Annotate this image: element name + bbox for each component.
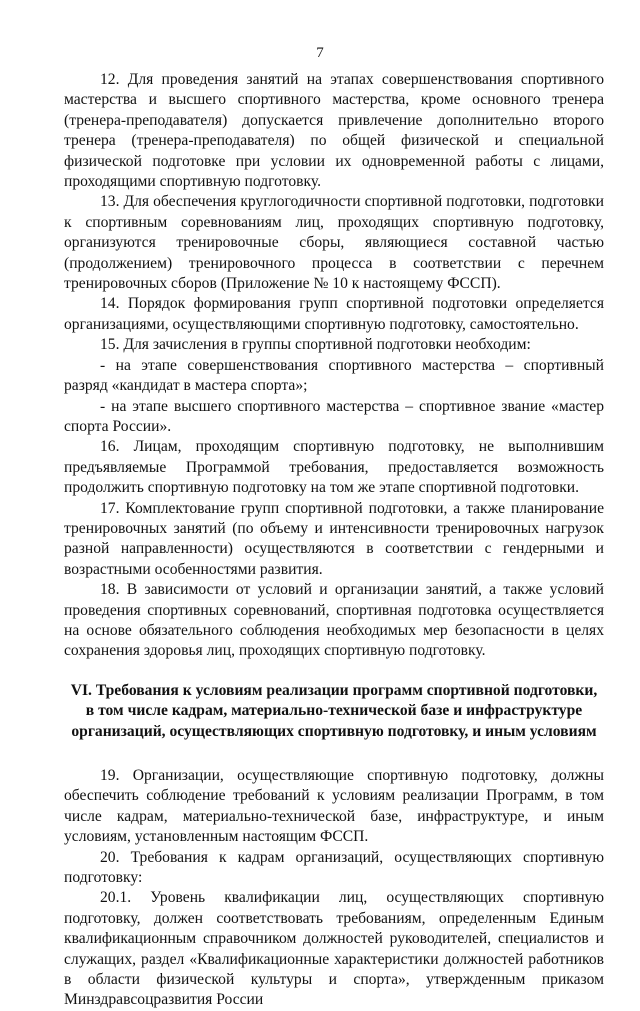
section-heading: VI. Требования к условиям реализации программ спортивной подготовки, в том числе кадрам, материально-технической базе и инфраструктуре организаций, осуществляющих спортивную подготовку, и иным условиям xyxy=(70,681,598,740)
paragraph-15-item-2: - на этапе высшего спортивного мастерства – спортивное звание «мастер спорта России». xyxy=(64,397,604,435)
paragraph-18: 18. В зависимости от условий и организации занятий, а также условий проведения спортивных соревнований, спортивная подготовка осуществляется на основе обязательного соблюдения необходимых мер безопасности в целях сохранения здоровья лиц, проходящих спортивную подготовку. xyxy=(64,581,604,660)
page-number: 7 xyxy=(316,45,324,61)
paragraph-15-item-1: - на этапе совершенствования спортивного мастерства – спортивный разряд «кандидат в мастера спорта»; xyxy=(64,356,604,395)
paragraph-17: 17. Комплектование групп спортивной подготовки, а также планирование тренировочных занятий (по объему и интенсивности тренировочных нагрузок разной направленности) осуществляются в соответствии с гендерными и возрастными особенностями развития. xyxy=(64,499,604,578)
paragraph-15: 15. Для зачисления в группы спортивной подготовки необходим: xyxy=(100,336,531,354)
paragraph-20: 20. Требования к кадрам организаций, осуществляющих спортивную подготовку: xyxy=(64,848,604,887)
document-body xyxy=(64,70,604,1011)
paragraph-16: 16. Лицам, проходящим спортивную подготовку, не выполнившим предъявляемые Программой требования, предоставляется возможность продолжить спортивную подготовку на том же этапе спортивной подготовки. xyxy=(64,438,604,497)
paragraph-14: 14. Порядок формирования групп спортивной подготовки определяется организациями, осуществляющими спортивную подготовку, самостоятельно. xyxy=(64,295,604,333)
paragraph-13: 13. Для обеспечения круглогодичности спортивной подготовки, подготовки к спортивным соревнованиям лиц, проходящих спортивную подготовку, организуются тренировочные сборы, являющиеся составной частью (продолжением) тренировочного процесса в соответствии с перечнем тренировочных сборов (Приложение № 10 к настоящему ФССП). xyxy=(64,193,604,293)
paragraph-12: 12. Для проведения занятий на этапах совершенствования спортивного мастерства и высшего спортивного мастерства, кроме основного тренера (тренера-преподавателя) допускается привлечение дополнительно второго тренера (тренера-преподавателя) по общей физической и специальной физической подготовке при условии их одновременной работы с лицами, проходящими спортивную подготовку. xyxy=(64,71,604,191)
paragraph-19: 19. Организации, осуществляющие спортивную подготовку, должны обеспечить соблюдение требований к условиям реализации Программ, в том числе кадрам, материально-технической базе, инфраструктуре, и иным условиям, установленным настоящим ФССП. xyxy=(64,767,604,846)
paragraph-20-1: 20.1. Уровень квалификации лиц, осуществляющих спортивную подготовку, должен соответствовать требованиям, определенным Единым квалификационным справочником должностей руководителей, специалистов и служащих, раздел «Квалификационные характеристики должностей работников в области физической культуры и спорта», утвержденным приказом Минздравсоцразвития России xyxy=(64,889,604,1009)
